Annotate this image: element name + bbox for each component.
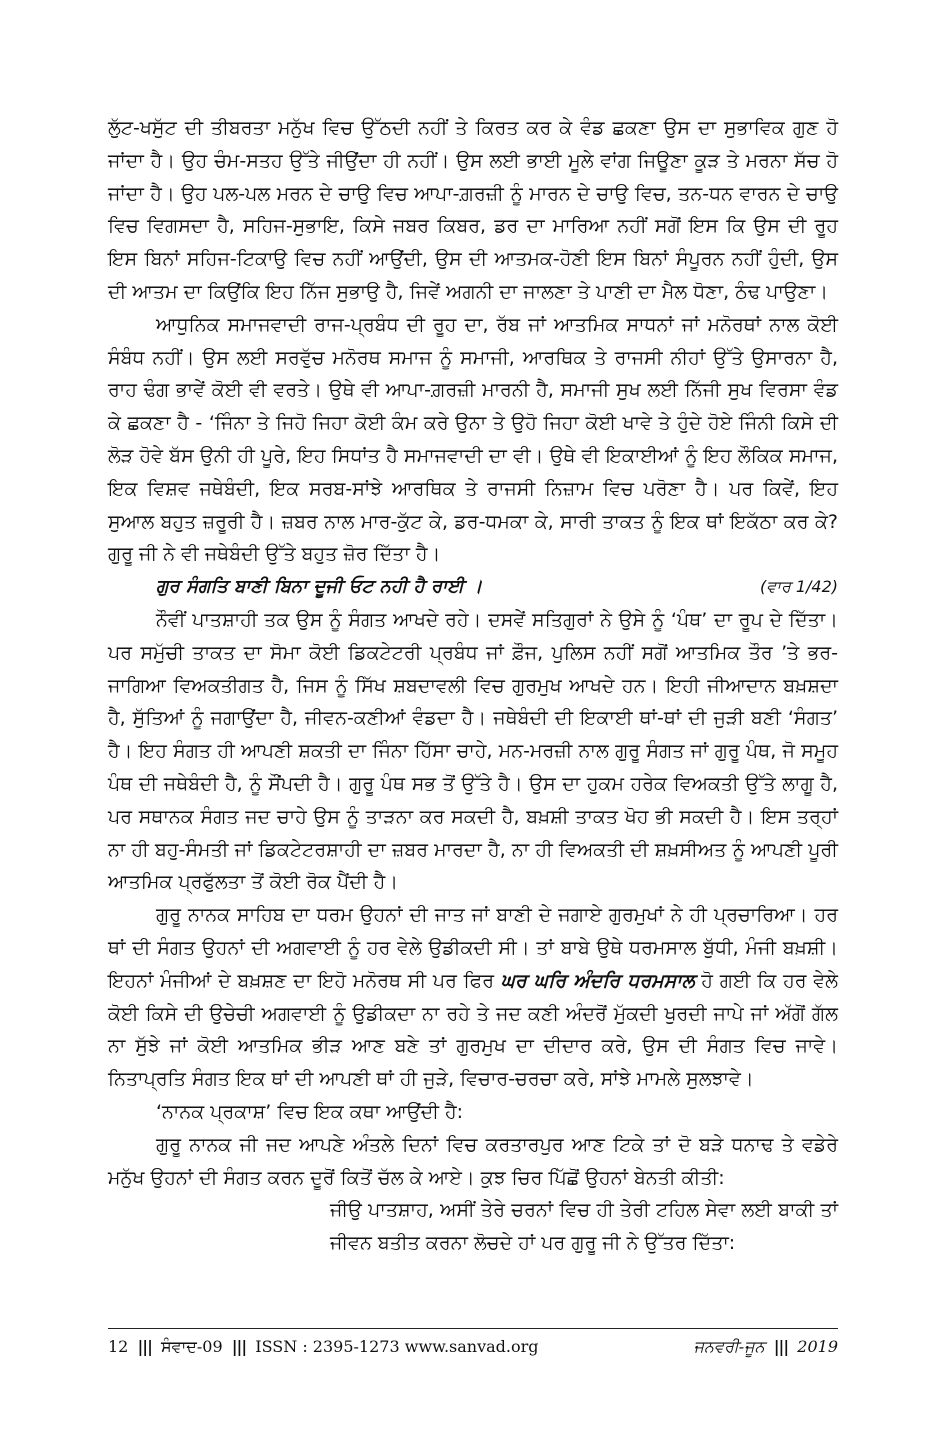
paragraph-5: ‘ਨਾਨਕ ਪ੍ਰਕਾਸ਼’ ਵਿਚ ਇਕ ਕਥਾ ਆਉਂਦੀ ਹੈ: [156, 1100, 464, 1123]
page-footer [108, 1328, 838, 1357]
block-quote: ਜੀਉ ਪਾਤਸ਼ਾਹ, ਅਸੀਂ ਤੇਰੇ ਚਰਨਾਂ ਵਿਚ ਹੀ ਤੇਰੀ ਟਹਿਲ ਸੇਵਾ ਲਈ ਬਾਕੀ ਤਾਂ ਜੀਵਨ ਬਤੀਤ ਕਰਨਾ ਲੋਚਦੇ ਹਾਂ ਪਰ ਗੁਰੂ ਜੀ ਨੇ ਉੱਤਰ ਦਿੱਤਾ: [330, 1199, 838, 1255]
gurbani-quote [108, 571, 838, 604]
page-number: 12 [108, 1337, 129, 1356]
paragraph-4-part-b: ਹੋ ਗਈ ਕਿ ਹਰ ਵੇਲੇ ਕੋਈ ਕਿਸੇ ਦੀ ਉਚੇਚੀ ਅਗਵਾਈ ਨੂੰ ਉਡੀਕਦਾ ਨਾ ਰਹੇ ਤੇ ਜਦ ਕਣੀ ਅੰਦਰੋਂ ਮੁੱਕਦੀ ਖੁਰਦੀ ਜਾਪੇ ਜਾਂ ਅੱਗੋਂ ਗੱਲ ਨਾ ਸੁੱਝੇ ਜਾਂ ਕੋਈ ਆਤਮਿਕ ਭੀੜ ਆਣ ਬਣੇ ਤਾਂ ਗੁਰਮੁਖ ਦਾ ਦੀਦਾਰ ਕਰੇ, ਉਸ ਦੀ ਸੰਗਤ ਵਿਚ ਜਾਵੇ। ਨਿਤਾਪ੍ਰਤਿ ਸੰਗਤ ਇਕ ਥਾਂ ਦੀ ਆਪਣੀ ਥਾਂ ਹੀ ਜੁੜੇ, ਵਿਚਾਰ-ਚਰਚਾ ਕਰੇ, ਸਾਂਝੇ ਮਾਮਲੇ ਸੁਲਝਾਵੇ। [108, 969, 838, 1091]
magazine-name: ਸੰਵਾਦ-09 [161, 1337, 223, 1356]
separator-bars: ||| [137, 1337, 152, 1356]
issue-period: ਜਨਵਰੀ-ਜੂਨ [693, 1337, 765, 1356]
paragraph-4-part-a: ਗੁਰੂ ਨਾਨਕ ਸਾਹਿਬ ਦਾ ਧਰਮ ਉਹਨਾਂ ਦੀ ਜਾਤ ਜਾਂ ਬਾਣੀ ਦੇ ਜਗਾਏ ਗੁਰਮੁਖਾਂ ਨੇ ਹੀ ਪ੍ਰਚਾਰਿਆ। ਹਰ ਥਾਂ ਦੀ ਸੰਗਤ ਉਹਨਾਂ ਦੀ ਅਗਵਾਈ ਨੂੰ ਹਰ ਵੇਲੇ ਉਡੀਕਦੀ ਸੀ। ਤਾਂ ਬਾਬੇ ਉਥੇ ਧਰਮਸਾਲ ਬੁੱਧੀ, ਮੰਜੀ ਬਖ਼ਸ਼ੀ। ਇਹਨਾਂ ਮੰਜੀਆਂ ਦੇ ਬਖ਼ਸ਼ਣ ਦਾ ਇਹੋ ਮਨੋਰਥ ਸੀ ਪਰ ਫਿਰ [108, 904, 838, 992]
quote-text: ਗੁਰ ਸੰਗਤਿ ਬਾਣੀ ਬਿਨਾ ਦੂਜੀ ਓਟ ਨਹੀ ਹੈ ਰਾਈ । [156, 576, 483, 598]
issn: ISSN : 2395-1273 [255, 1337, 400, 1356]
separator-bars: ||| [773, 1337, 789, 1356]
paragraph-4 [108, 899, 838, 1096]
website: www.sanvad.org [404, 1337, 539, 1356]
paragraph-4-emphasis: ਘਰ ਘਰਿ ਅੰਦਰਿ ਧਰਮਸਾਲ [500, 969, 695, 992]
issue-year: 2019 [797, 1337, 838, 1356]
quote-reference: (ਵਾਰ 1/42) [759, 577, 838, 597]
paragraph-6: ਗੁਰੂ ਨਾਨਕ ਜੀ ਜਦ ਆਪਣੇ ਅੰਤਲੇ ਦਿਨਾਂ ਵਿਚ ਕਰਤਾਰਪੁਰ ਆਣ ਟਿਕੇ ਤਾਂ ਦੋ ਬੜੇ ਧਨਾਢ ਤੇ ਵਡੇਰੇ ਮਨੁੱਖ ਉਹਨਾਂ ਦੀ ਸੰਗਤ ਕਰਨ ਦੂਰੋਂ ਕਿਤੋਂ ਚੱਲ ਕੇ ਆਏ। ਕੁਝ ਚਿਰ ਪਿੱਛੋਂ ਉਹਨਾਂ ਬੇਨਤੀ ਕੀਤੀ: [108, 1133, 838, 1189]
paragraph-1: ਲੁੱਟ-ਖਸੁੱਟ ਦੀ ਤੀਬਰਤਾ ਮਨੁੱਖ ਵਿਚ ਉੱਠਦੀ ਨਹੀਂ ਤੇ ਕਿਰਤ ਕਰ ਕੇ ਵੰਡ ਛਕਣਾ ਉਸ ਦਾ ਸੁਭਾਵਿਕ ਗੁਣ ਹੋ ਜਾਂਦਾ ਹੈ। ਉਹ ਚੰਮ-ਸਤਹ ਉੱਤੇ ਜੀਉਂਦਾ ਹੀ ਨਹੀਂ। ਉਸ ਲਈ ਭਾਈ ਮੂਲੇ ਵਾਂਗ ਜਿਊਣਾ ਕੂੜ ਤੇ ਮਰਨਾ ਸੱਚ ਹੋ ਜਾਂਦਾ ਹੈ। ਉਹ ਪਲ-ਪਲ ਮਰਨ ਦੇ ਚਾਉ ਵਿਚ ਆਪਾ-ਗ਼ਰਜ਼ੀ ਨੂੰ ਮਾਰਨ ਦੇ ਚਾਉ ਵਿਚ, ਤਨ-ਧਨ ਵਾਰਨ ਦੇ ਚਾਉ ਵਿਚ ਵਿਗਸਦਾ ਹੈ, ਸਹਿਜ-ਸੁਭਾਇ, ਕਿਸੇ ਜਬਰ ਕਿਬਰ, ਡਰ ਦਾ ਮਾਰਿਆ ਨਹੀਂ ਸਗੋਂ ਇਸ ਕਿ ਉਸ ਦੀ ਰੂਹ ਇਸ ਬਿਨਾਂ ਸਹਿਜ-ਟਿਕਾਉ ਵਿਚ ਨਹੀਂ ਆਉਂਦੀ, ਉਸ ਦੀ ਆਤਮਕ-ਹੋਣੀ ਇਸ ਬਿਨਾਂ ਸੰਪੂਰਨ ਨਹੀਂ ਹੁੰਦੀ, ਉਸ ਦੀ ਆਤਮ ਦਾ ਕਿਉਂਕਿ ਇਹ ਨਿੱਜ ਸੁਭਾਉ ਹੈ, ਜਿਵੇਂ ਅਗਨੀ ਦਾ ਜਾਲਣਾ ਤੇ ਪਾਣੀ ਦਾ ਮੈਲ ਧੋਣਾ, ਠੰਢ ਪਾਉਣਾ। [108, 117, 838, 303]
footer-left [108, 1337, 539, 1357]
separator-bars: ||| [231, 1337, 247, 1356]
paragraph-3: ਨੌਵੀਂ ਪਾਤਸ਼ਾਹੀ ਤਕ ਉਸ ਨੂੰ ਸੰਗਤ ਆਖਦੇ ਰਹੇ। ਦਸਵੇਂ ਸਤਿਗੁਰਾਂ ਨੇ ਉਸੇ ਨੂੰ ‘ਪੰਥ’ ਦਾ ਰੂਪ ਦੇ ਦਿੱਤਾ। ਪਰ ਸਮੁੱਚੀ ਤਾਕਤ ਦਾ ਸੋਮਾ ਕੋਈ ਡਿਕਟੇਟਰੀ ਪ੍ਰਬੰਧ ਜਾਂ ਫ਼ੌਜ, ਪੁਲਿਸ ਨਹੀਂ ਸਗੋਂ ਆਤਮਿਕ ਤੌਰ ’ਤੇ ਭਰ-ਜਾਗਿਆ ਵਿਅਕਤੀਗਤ ਹੈ, ਜਿਸ ਨੂੰ ਸਿੱਖ ਸ਼ਬਦਾਵਲੀ ਵਿਚ ਗੁਰਮੁਖ ਆਖਦੇ ਹਨ। ਇਹੀ ਜੀਆਦਾਨ ਬਖ਼ਸ਼ਦਾ ਹੈ, ਸੁੱਤਿਆਂ ਨੂੰ ਜਗਾਉਂਦਾ ਹੈ, ਜੀਵਨ-ਕਣੀਆਂ ਵੰਡਦਾ ਹੈ। ਜਥੇਬੰਦੀ ਦੀ ਇਕਾਈ ਥਾਂ-ਥਾਂ ਦੀ ਜੁੜੀ ਬਣੀ ‘ਸੰਗਤ’ ਹੈ। ਇਹ ਸੰਗਤ ਹੀ ਆਪਣੀ ਸ਼ਕਤੀ ਦਾ ਜਿੰਨਾ ਹਿੱਸਾ ਚਾਹੇ, ਮਨ-ਮਰਜ਼ੀ ਨਾਲ ਗੁਰੂ ਸੰਗਤ ਜਾਂ ਗੁਰੂ ਪੰਥ, ਜੋ ਸਮੂਹ ਪੰਥ ਦੀ ਜਥੇਬੰਦੀ ਹੈ, ਨੂੰ ਸੌਂਪਦੀ ਹੈ। ਗੁਰੂ ਪੰਥ ਸਭ ਤੋਂ ਉੱਤੇ ਹੈ। ਉਸ ਦਾ ਹੁਕਮ ਹਰੇਕ ਵਿਅਕਤੀ ਉੱਤੇ ਲਾਗੂ ਹੈ, ਪਰ ਸਥਾਨਕ ਸੰਗਤ ਜਦ ਚਾਹੇ ਉਸ ਨੂੰ ਤਾੜਨਾ ਕਰ ਸਕਦੀ ਹੈ, ਬਖ਼ਸ਼ੀ ਤਾਕਤ ਖੋਹ ਭੀ ਸਕਦੀ ਹੈ। ਇਸ ਤਰ੍ਹਾਂ ਨਾ ਹੀ ਬਹੁ-ਸੰਮਤੀ ਜਾਂ ਡਿਕਟੇਟਰਸ਼ਾਹੀ ਦਾ ਜ਼ਬਰ ਮਾਰਦਾ ਹੈ, ਨਾ ਹੀ ਵਿਅਕਤੀ ਦੀ ਸ਼ਖ਼ਸੀਅਤ ਨੂੰ ਆਪਣੀ ਪੂਰੀ ਆਤਮਿਕ ਪ੍ਰਫੁੱਲਤਾ ਤੋਂ ਕੋਈ ਰੋਕ ਪੈਂਦੀ ਹੈ। [108, 608, 838, 894]
footer-right [694, 1337, 838, 1357]
article-body [108, 112, 838, 1260]
paragraph-2: ਆਧੁਨਿਕ ਸਮਾਜਵਾਦੀ ਰਾਜ-ਪ੍ਰਬੰਧ ਦੀ ਰੂਹ ਦਾ, ਰੱਬ ਜਾਂ ਆਤਮਿਕ ਸਾਧਨਾਂ ਜਾਂ ਮਨੋਰਥਾਂ ਨਾਲ ਕੋਈ ਸੰਬੰਧ ਨਹੀਂ। ਉਸ ਲਈ ਸਰਵੁੱਚ ਮਨੋਰਥ ਸਮਾਜ ਨੂੰ ਸਮਾਜੀ, ਆਰਥਿਕ ਤੇ ਰਾਜਸੀ ਨੀਹਾਂ ਉੱਤੇ ਉਸਾਰਨਾ ਹੈ, ਰਾਹ ਢੰਗ ਭਾਵੇਂ ਕੋਈ ਵੀ ਵਰਤੇ। ਉਥੇ ਵੀ ਆਪਾ-ਗ਼ਰਜ਼ੀ ਮਾਰਨੀ ਹੈ, ਸਮਾਜੀ ਸੁਖ ਲਈ ਨਿੱਜੀ ਸੁਖ ਵਿਰਸਾ ਵੰਡ ਕੇ ਛਕਣਾ ਹੈ - ‘ਜਿੰਨਾ ਤੇ ਜਿਹੋ ਜਿਹਾ ਕੋਈ ਕੰਮ ਕਰੇ ਉਨਾ ਤੇ ਉਹੋ ਜਿਹਾ ਕੋਈ ਖਾਵੇ ਤੇ ਹੁੰਦੇ ਹੋਏ ਜਿੰਨੀ ਕਿਸੇ ਦੀ ਲੋੜ ਹੋਵੇ ਬੱਸ ਉਨੀ ਹੀ ਪੂਰੇ, ਇਹ ਸਿਧਾਂਤ ਹੈ ਸਮਾਜਵਾਦੀ ਦਾ ਵੀ। ਉਥੇ ਵੀ ਇਕਾਈਆਂ ਨੂੰ ਇਹ ਲੌਕਿਕ ਸਮਾਜ, ਇਕ ਵਿਸ਼ਵ ਜਥੇਬੰਦੀ, ਇਕ ਸਰਬ-ਸਾਂਝੇ ਆਰਥਿਕ ਤੇ ਰਾਜਸੀ ਨਿਜ਼ਾਮ ਵਿਚ ਪਰੋਣਾ ਹੈ। ਪਰ ਕਿਵੇਂ, ਇਹ ਸੁਆਲ ਬਹੁਤ ਜ਼ਰੂਰੀ ਹੈ। ਜ਼ਬਰ ਨਾਲ ਮਾਰ-ਕੁੱਟ ਕੇ, ਡਰ-ਧਮਕਾ ਕੇ, ਸਾਰੀ ਤਾਕਤ ਨੂੰ ਇਕ ਥਾਂ ਇਕੱਠਾ ਕਰ ਕੇ? ਗੁਰੂ ਜੀ ਨੇ ਵੀ ਜਥੇਬੰਦੀ ਉੱਤੇ ਬਹੁਤ ਜ਼ੋਰ ਦਿੱਤਾ ਹੈ। [108, 313, 838, 566]
